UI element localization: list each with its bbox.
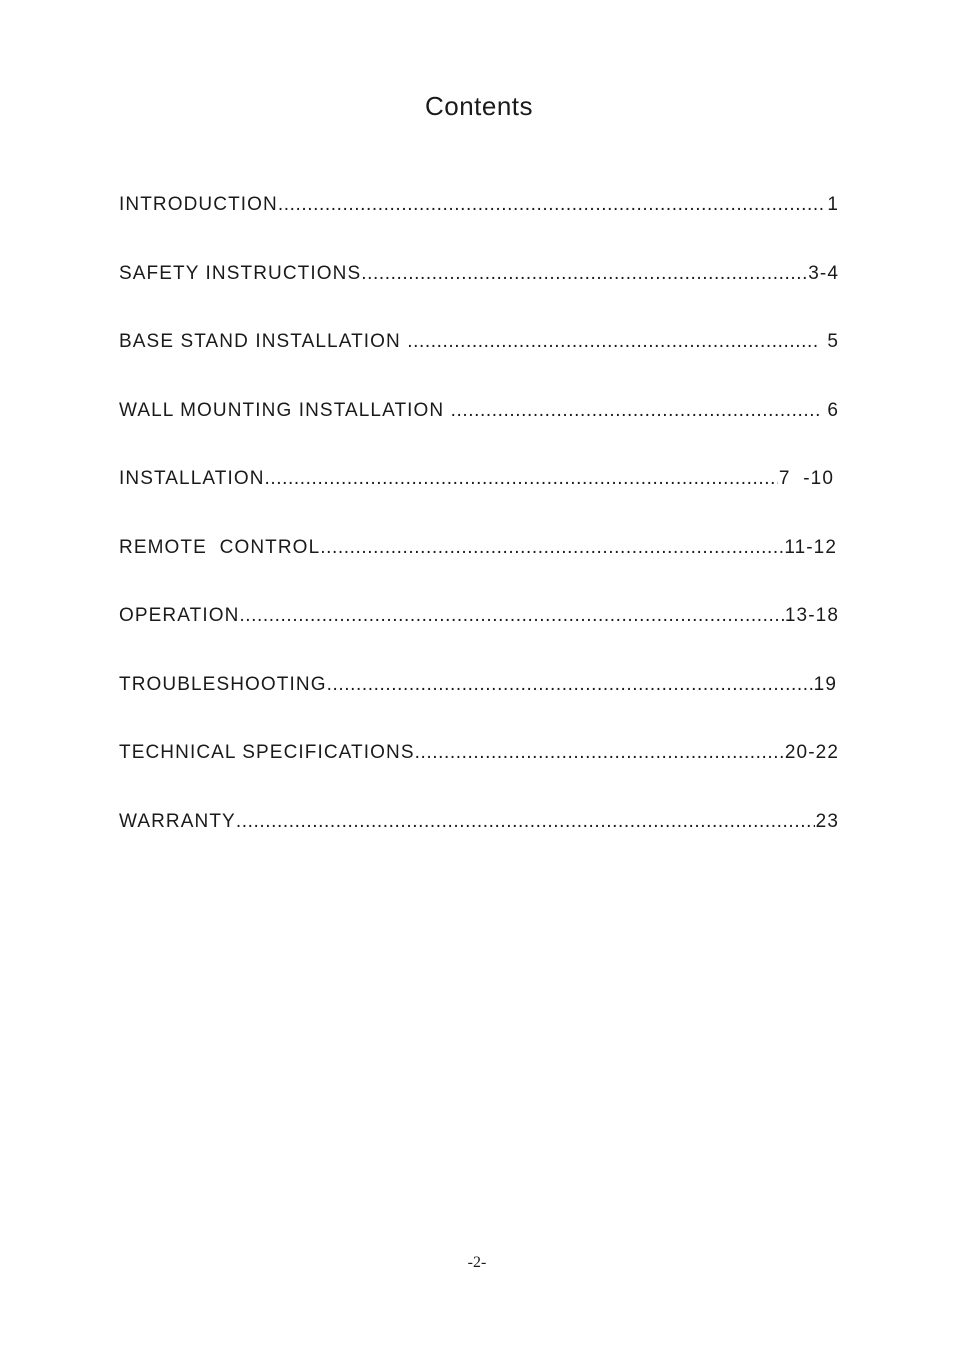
toc-dot-leader: [320, 537, 783, 559]
toc-entry-label: REMOTE CONTROL: [119, 536, 321, 558]
toc-entry-label: OPERATION: [119, 605, 240, 626]
toc-entry-page: 1: [827, 194, 839, 215]
toc-entry-label: WARRANTY: [119, 810, 236, 832]
page-number: -2-: [467, 1254, 487, 1271]
toc-entry-wall-mounting-installation[interactable]: [119, 400, 839, 469]
toc-entry-label: INTRODUCTION: [119, 194, 278, 215]
table-of-contents: [119, 194, 839, 879]
toc-dot-leader: [361, 263, 807, 285]
toc-entry-label: BASE STAND INSTALLATION: [119, 331, 408, 352]
toc-entry-label: SAFETY INSTRUCTIONS: [119, 262, 362, 284]
toc-entry-page: 3-4: [808, 262, 839, 284]
toc-entry-page: 7 -10: [778, 468, 834, 489]
toc-entry-safety-instructions[interactable]: [119, 263, 839, 332]
toc-entry-page: 23: [815, 810, 839, 832]
toc-entry-introduction[interactable]: [119, 194, 839, 263]
toc-entry-label: INSTALLATION: [119, 468, 265, 489]
toc-entry-remote-control[interactable]: [119, 537, 839, 606]
toc-entry-page: 20-22: [784, 742, 839, 763]
toc-entry-page: 11-12: [784, 536, 837, 558]
toc-dot-leader: [415, 742, 784, 764]
toc-entry-installation[interactable]: [119, 468, 839, 537]
toc-dot-leader: [236, 811, 815, 833]
toc-entry-page: 13-18: [784, 605, 839, 626]
toc-dot-leader: [278, 194, 826, 216]
toc-entry-label: WALL MOUNTING INSTALLATION: [119, 399, 451, 421]
toc-entry-page: 19: [813, 673, 837, 695]
toc-entry-warranty[interactable]: [119, 811, 839, 880]
toc-entry-label: TROUBLESHOOTING: [119, 673, 327, 695]
toc-entry-base-stand-installation[interactable]: [119, 331, 839, 400]
toc-entry-label: TECHNICAL SPECIFICATIONS: [119, 742, 415, 763]
toc-entry-troubleshooting[interactable]: [119, 674, 839, 743]
toc-entry-page: 5: [820, 331, 839, 352]
toc-entry-page: 6: [820, 399, 839, 421]
toc-dot-leader: [407, 331, 820, 353]
toc-dot-leader: [327, 674, 813, 696]
toc-dot-leader: [239, 605, 783, 627]
page-title: Contents: [424, 91, 534, 121]
toc-entry-operation[interactable]: [119, 605, 839, 674]
toc-dot-leader: [265, 468, 778, 490]
toc-dot-leader: [451, 400, 820, 422]
toc-entry-technical-specifications[interactable]: [119, 742, 839, 811]
